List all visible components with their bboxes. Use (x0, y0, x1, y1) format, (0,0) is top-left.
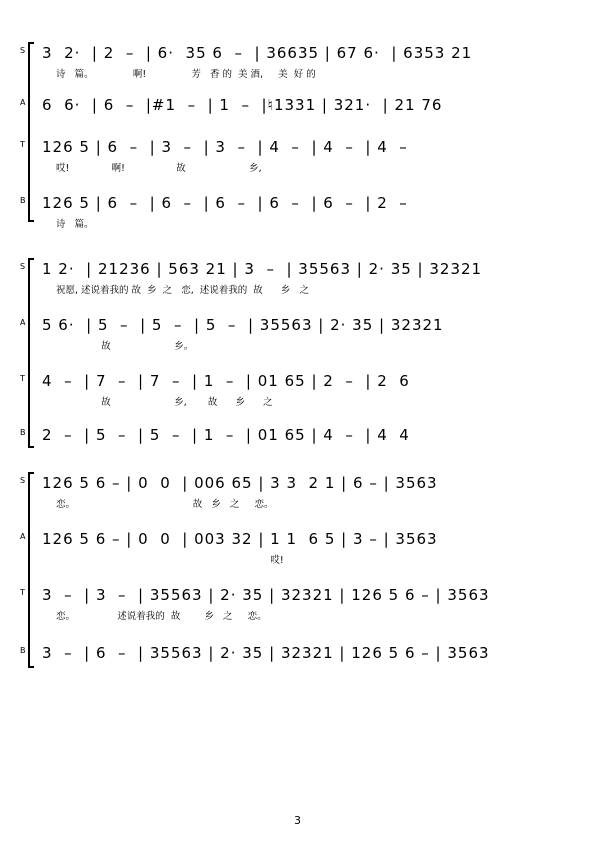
voice-label: A (20, 98, 26, 107)
voice-label: S (20, 262, 26, 271)
staff-alto (20, 94, 554, 118)
notation: 6 6· | 6 – |#1 – | 1 – |♮1331 | 321· | 21 76 (42, 96, 443, 114)
voice-label: B (20, 196, 26, 205)
staff-bass (20, 424, 554, 448)
notation: 126 5 6 – | 0 0 | 006 65 | 3 3 2 1 | 6 – | 3563 (42, 474, 438, 492)
staff-soprano (20, 472, 554, 510)
notation: 126 5 | 6 – | 3 – | 3 – | 4 – | 4 – | 4 – (42, 138, 408, 156)
system-2 (20, 258, 554, 448)
lyric-line: 哎! 啊! 故 乡, (56, 163, 262, 174)
notation: 1 2· | 21236 | 563 21 | 3 – | 35563 | 2· 35 | 32321 (42, 260, 483, 278)
notation: 126 5 | 6 – | 6 – | 6 – | 6 – | 6 – | 2 – (42, 194, 408, 212)
notation: 3 – | 6 – | 35563 | 2· 35 | 32321 | 126 5 6 – | 3563 (42, 644, 490, 662)
notation: 3 – | 3 – | 35563 | 2· 35 | 32321 | 126 5 6 – | 3563 (42, 586, 490, 604)
voice-label: T (20, 140, 25, 149)
staff-alto (20, 314, 554, 352)
voice-label: A (20, 532, 26, 541)
voice-label: A (20, 318, 26, 327)
page-number: 3 (294, 814, 301, 827)
notation: 3 2· | 2 – | 6· 35 6 – | 36635 | 67 6· | 6353 21 (42, 44, 473, 62)
lyric-line: 故 乡。 (56, 341, 194, 352)
lyric-line: 哎! (56, 555, 284, 566)
notation: 126 5 6 – | 0 0 | 003 32 | 1 1 6 5 | 3 – | 3563 (42, 530, 438, 548)
notation: 4 – | 7 – | 7 – | 1 – | 01 65 | 2 – | 2 6 (42, 372, 410, 390)
lyric-line: 诗 篇。 啊! 芳 香 的 美 酒, 美 好 的 (56, 69, 316, 80)
system-1 (20, 42, 554, 230)
staff-soprano (20, 42, 554, 80)
lyric-line: 诗 篇。 (56, 219, 94, 230)
system-brace (28, 472, 34, 668)
voice-label: B (20, 646, 26, 655)
system-3 (20, 472, 554, 668)
staff-soprano (20, 258, 554, 296)
staff-bass (20, 192, 554, 230)
lyric-line: 恋。 故 乡 之 恋。 (56, 499, 274, 510)
voice-label: S (20, 476, 26, 485)
voice-label: S (20, 46, 26, 55)
voice-label: B (20, 428, 26, 437)
staff-bass (20, 642, 554, 666)
staff-alto (20, 528, 554, 566)
staff-tenor (20, 136, 554, 174)
lyric-line: 祝愿, 述说着我的 故 乡 之 恋, 述说着我的 故 乡 之 (56, 285, 309, 296)
staff-tenor (20, 370, 554, 408)
notation: 2 – | 5 – | 5 – | 1 – | 01 65 | 4 – | 4 4 (42, 426, 410, 444)
voice-label: T (20, 588, 25, 597)
system-brace (28, 258, 34, 448)
notation: 5 6· | 5 – | 5 – | 5 – | 35563 | 2· 35 | 32321 (42, 316, 444, 334)
staff-tenor (20, 584, 554, 622)
lyric-line: 故 乡, 故 乡 之 (56, 397, 273, 408)
lyric-line: 恋。 述说着我的 故 乡 之 恋。 (56, 611, 267, 622)
voice-label: T (20, 374, 25, 383)
